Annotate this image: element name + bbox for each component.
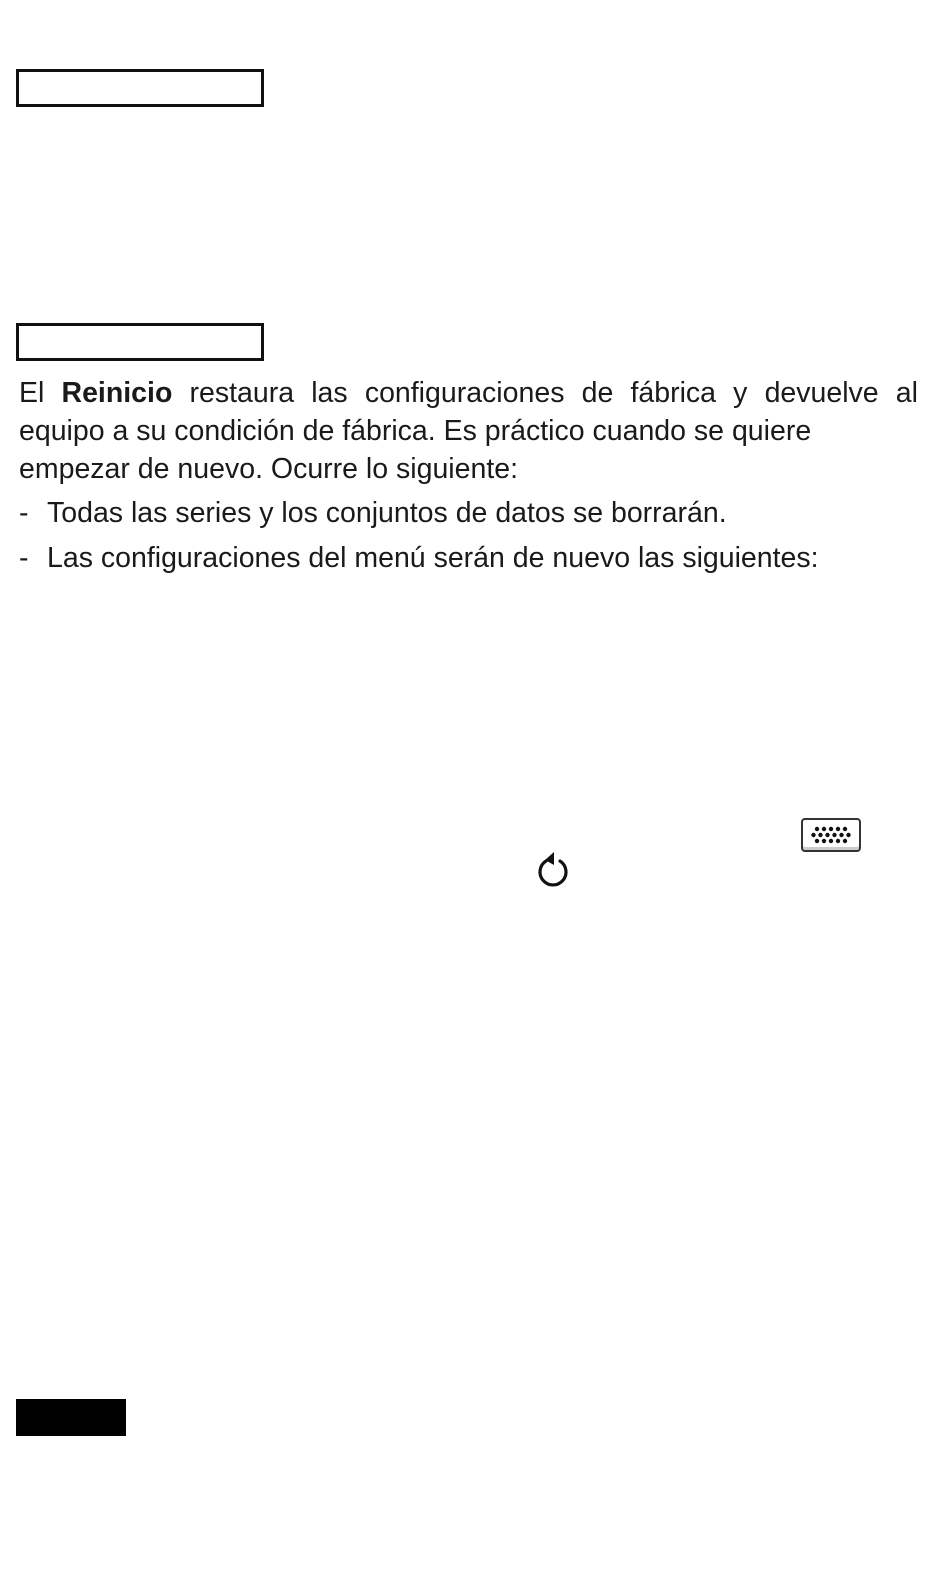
intro-paragraph (19, 374, 918, 488)
intro-last-line: empezar de nuevo. Ocurre lo siguiente: (19, 453, 519, 485)
list-item (19, 539, 918, 577)
bullet-text: Las configuraciones del menú serán de nuevo las siguientes: (47, 542, 819, 574)
bullet-text: Todas las series y los conjuntos de datos se borrarán. (47, 497, 727, 529)
keypad-dots-icon (803, 820, 859, 850)
intro-prefix: El (19, 377, 62, 409)
keypad-key-icon (801, 818, 861, 852)
section-heading-box (16, 69, 264, 107)
bullet-list (19, 494, 918, 584)
bullet-dash: - (19, 542, 29, 574)
bullet-dash: - (19, 497, 29, 529)
intro-body: restaura las configuraciones de fábrica y devuelve al equipo a su condición de fábrica. Es práctico cuando se quiere (19, 377, 918, 447)
list-item (19, 494, 918, 532)
intro-bold-term: Reinicio (61, 377, 173, 409)
footer-black-bar (16, 1399, 126, 1436)
reset-arrow-icon (534, 848, 572, 888)
section-heading-box (16, 323, 264, 361)
